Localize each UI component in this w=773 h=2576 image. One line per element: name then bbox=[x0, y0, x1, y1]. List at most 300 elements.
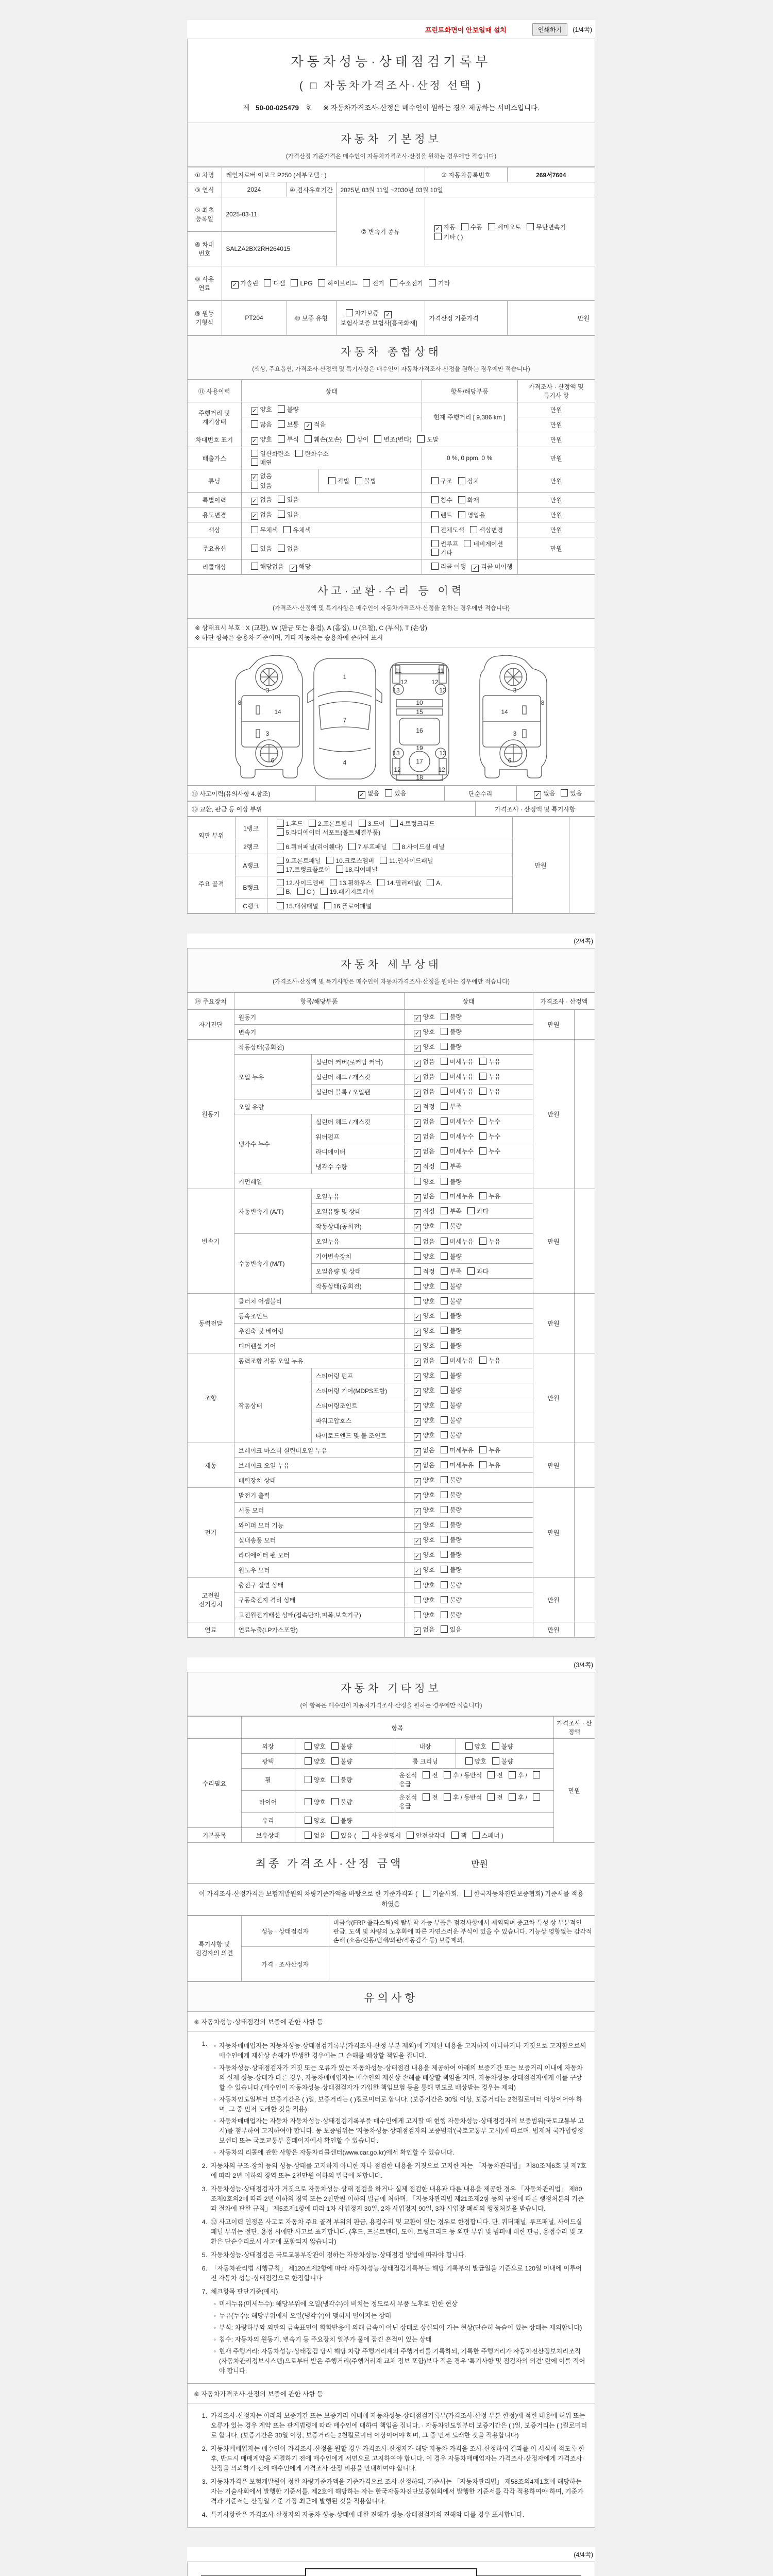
checkbox[interactable] bbox=[458, 477, 465, 484]
checkbox[interactable] bbox=[441, 1222, 448, 1229]
checkbox[interactable]: ✓ bbox=[414, 1224, 421, 1231]
checkbox[interactable] bbox=[359, 820, 366, 827]
notice-item bbox=[195, 2217, 587, 2247]
option-label: 수동 bbox=[470, 223, 482, 231]
checkbox[interactable]: ✓ bbox=[414, 1045, 421, 1052]
checkbox[interactable]: ✓ bbox=[414, 1433, 421, 1440]
checkbox[interactable] bbox=[465, 1742, 473, 1750]
option-label: 썬루프 bbox=[440, 540, 459, 548]
checkbox[interactable]: ✓ bbox=[414, 1538, 421, 1545]
checkbox[interactable]: ✓ bbox=[414, 1164, 421, 1172]
checkbox[interactable] bbox=[441, 1132, 448, 1140]
doc-no-suffix: 호 bbox=[305, 104, 312, 112]
value-cell: 가격산정 기준가격 bbox=[425, 301, 507, 335]
row-label: 조향 bbox=[188, 1353, 234, 1443]
checkbox[interactable] bbox=[362, 1832, 369, 1839]
checkbox[interactable] bbox=[431, 563, 439, 570]
checkbox[interactable] bbox=[479, 1238, 486, 1245]
checkbox[interactable] bbox=[295, 450, 303, 457]
checkbox[interactable] bbox=[431, 496, 439, 503]
checkbox[interactable] bbox=[251, 526, 258, 533]
options-cell bbox=[295, 1813, 395, 1828]
other-info-table-table bbox=[188, 1716, 595, 1843]
options-cell bbox=[404, 1055, 533, 1070]
checkbox[interactable]: ✓ bbox=[384, 311, 392, 318]
checkbox[interactable] bbox=[441, 1028, 448, 1035]
value-cell: PT204 bbox=[222, 301, 287, 335]
option-label: 적음 bbox=[313, 420, 326, 428]
option-label: 있음 bbox=[394, 789, 407, 797]
checkbox[interactable] bbox=[348, 843, 356, 850]
checkbox[interactable] bbox=[467, 1267, 475, 1275]
checkbox[interactable]: ✓ bbox=[414, 1344, 421, 1351]
checkbox[interactable] bbox=[251, 450, 258, 457]
section-caution-title: 유의사항 bbox=[364, 1992, 418, 2005]
checkbox[interactable]: ✓ bbox=[414, 1209, 421, 1216]
checkbox[interactable] bbox=[331, 1817, 339, 1824]
checkbox[interactable] bbox=[429, 279, 436, 286]
value-cell: 만원 bbox=[507, 301, 595, 335]
checkbox[interactable] bbox=[479, 1117, 486, 1125]
checkbox[interactable] bbox=[414, 1178, 421, 1185]
checkbox[interactable] bbox=[441, 1551, 448, 1558]
row-label: 수리필요 bbox=[188, 1739, 241, 1828]
checkbox[interactable] bbox=[331, 1742, 339, 1750]
checkbox[interactable] bbox=[441, 1282, 448, 1290]
checkbox[interactable]: ✓ bbox=[414, 1418, 421, 1426]
checkbox[interactable] bbox=[414, 1267, 421, 1275]
option-label: 누유 bbox=[489, 1238, 501, 1245]
checkbox[interactable] bbox=[441, 1625, 448, 1633]
checkbox[interactable] bbox=[458, 496, 465, 503]
detail-condition-table-table bbox=[188, 992, 595, 1637]
checkbox[interactable]: ✓ bbox=[251, 437, 258, 445]
checkbox[interactable] bbox=[417, 435, 425, 443]
checkbox[interactable] bbox=[423, 1890, 430, 1897]
checkbox[interactable]: ✓ bbox=[290, 565, 297, 572]
option-label: 미세누유 bbox=[449, 1073, 474, 1080]
option-label: 변조(변타) bbox=[383, 435, 412, 443]
price-cell: 만원 bbox=[553, 1739, 595, 1843]
checkbox[interactable] bbox=[391, 820, 398, 827]
checkbox[interactable] bbox=[431, 511, 439, 518]
checkbox[interactable] bbox=[441, 1088, 448, 1095]
checkbox[interactable] bbox=[479, 1147, 486, 1155]
checkbox[interactable] bbox=[326, 857, 333, 864]
checkbox[interactable] bbox=[330, 879, 337, 886]
checkbox[interactable] bbox=[441, 1252, 448, 1260]
checkbox[interactable] bbox=[390, 279, 397, 286]
option-label: 후 / bbox=[517, 1794, 528, 1802]
checkbox[interactable] bbox=[431, 477, 439, 484]
option-label: 양호 bbox=[423, 1566, 435, 1573]
checkbox[interactable] bbox=[479, 1132, 486, 1140]
row-label: 동력전달 bbox=[188, 1294, 234, 1353]
checkbox[interactable] bbox=[434, 233, 442, 240]
checkbox[interactable] bbox=[277, 857, 284, 864]
checkbox[interactable] bbox=[441, 1192, 448, 1199]
checkbox[interactable] bbox=[321, 888, 328, 895]
value-cell: 기어변속장치 bbox=[311, 1249, 404, 1264]
option-label: 불량 bbox=[501, 1742, 513, 1750]
checkbox[interactable] bbox=[441, 1581, 448, 1588]
row-label: 특기사항 및 점검자의 의견 bbox=[188, 1916, 241, 1981]
checkbox[interactable] bbox=[479, 1192, 486, 1199]
options-cell bbox=[295, 1754, 395, 1769]
checkbox[interactable] bbox=[470, 526, 477, 533]
row-label: 유리 bbox=[241, 1813, 295, 1828]
checkbox[interactable]: ✓ bbox=[414, 1568, 421, 1575]
checkbox[interactable] bbox=[414, 1238, 421, 1245]
section-basic-header bbox=[188, 123, 595, 167]
price-cell: 만원 bbox=[517, 402, 595, 417]
checkbox[interactable] bbox=[283, 526, 291, 533]
options-cell bbox=[241, 560, 422, 574]
row-label: 외판 부위 bbox=[188, 817, 235, 854]
checkbox[interactable] bbox=[488, 1793, 495, 1801]
option-label: 상이 bbox=[357, 435, 369, 443]
checkbox[interactable] bbox=[441, 1461, 448, 1468]
options-cell bbox=[404, 1309, 533, 1324]
print-button[interactable]: 인쇄하기 bbox=[532, 23, 567, 36]
row-label: 가격 · 조사산정자 bbox=[241, 1947, 329, 1981]
checkbox[interactable] bbox=[305, 1798, 312, 1805]
checkbox[interactable] bbox=[441, 1476, 448, 1483]
checkbox[interactable]: ✓ bbox=[414, 1120, 421, 1127]
checkbox[interactable] bbox=[331, 1757, 339, 1765]
checkbox[interactable]: ✓ bbox=[414, 1105, 421, 1112]
checkbox[interactable] bbox=[423, 1793, 430, 1801]
checkbox[interactable] bbox=[458, 511, 465, 518]
checkbox[interactable] bbox=[441, 1401, 448, 1409]
checkbox[interactable]: ✓ bbox=[414, 1403, 421, 1411]
checkbox[interactable]: ✓ bbox=[414, 1388, 421, 1396]
checkbox[interactable] bbox=[561, 789, 568, 796]
checkbox[interactable] bbox=[441, 1238, 448, 1245]
checkbox[interactable] bbox=[377, 879, 384, 886]
checkbox[interactable]: ✓ bbox=[414, 1060, 421, 1067]
checkbox[interactable] bbox=[444, 1771, 451, 1778]
checkbox[interactable] bbox=[277, 843, 284, 850]
row-label: 단순수리 bbox=[444, 786, 516, 801]
diagram-part-number: 12 bbox=[394, 766, 401, 774]
checkbox[interactable] bbox=[492, 1757, 499, 1765]
checkbox[interactable] bbox=[488, 223, 495, 230]
checkbox[interactable]: ✓ bbox=[414, 1374, 421, 1381]
checkbox[interactable] bbox=[431, 526, 439, 533]
checkbox[interactable] bbox=[297, 888, 305, 895]
diagram-part-number: 12 bbox=[431, 679, 439, 686]
option-label: 없음 bbox=[260, 472, 272, 480]
checkbox[interactable] bbox=[278, 420, 285, 428]
options-cell bbox=[404, 1219, 533, 1234]
option-label: 누유 bbox=[489, 1192, 501, 1200]
option-label: 누수 bbox=[489, 1117, 501, 1125]
checkbox[interactable] bbox=[414, 1611, 421, 1618]
section-other-title: 자동차 기타정보 bbox=[341, 1683, 442, 1695]
checkbox[interactable] bbox=[305, 1832, 312, 1839]
checkbox[interactable] bbox=[465, 1757, 473, 1765]
checkbox[interactable] bbox=[479, 1461, 486, 1468]
checkbox[interactable] bbox=[347, 435, 355, 443]
checkbox[interactable] bbox=[533, 1771, 540, 1778]
checkbox[interactable] bbox=[251, 563, 258, 570]
option-label: 양호 bbox=[423, 1416, 435, 1424]
checkbox[interactable] bbox=[251, 545, 258, 552]
checkbox[interactable] bbox=[509, 1793, 516, 1801]
checkbox[interactable]: ✓ bbox=[414, 1523, 421, 1530]
checkbox[interactable] bbox=[414, 1596, 421, 1603]
notice-body: 자동차가격은 보험개발원이 정한 차량기준가액을 기준가격으로 조사·산정하되, 기준서는 「자동차관리법」 제58조의4제1호에 해당하는 자는 기술사회에서 발행한 기준서를, 제2호에 해당하는 자는 한국자동차진단보증협회에서 발행한 기준서를 각각 적용하여야 하며, 기준가격과 기준서는 산정일 기준 가장 최근에 발행된 것을 적용합니다. bbox=[211, 2478, 584, 2505]
section-overall-title: 자동차 종합상태 bbox=[341, 346, 442, 358]
checkbox[interactable] bbox=[441, 1506, 448, 1513]
checkbox[interactable] bbox=[278, 511, 285, 518]
checkbox[interactable]: ✓ bbox=[414, 1628, 421, 1635]
checkbox[interactable] bbox=[479, 1073, 486, 1080]
option-label: 없음 bbox=[423, 1088, 435, 1095]
options-cell bbox=[422, 537, 517, 560]
value-cell: 작동상태(공회전) bbox=[311, 1279, 404, 1294]
option-label: 양호 bbox=[423, 1178, 435, 1185]
checkbox[interactable]: ✓ bbox=[414, 1329, 421, 1336]
value-cell bbox=[569, 817, 595, 913]
value-cell: 배력장치 상태 bbox=[234, 1473, 404, 1488]
accident-note-2: ※ 하단 항목은 승용차 기준이며, 기타 자동차는 승용차에 준하여 표시 bbox=[195, 634, 383, 642]
checkbox[interactable] bbox=[441, 1491, 448, 1498]
checkbox[interactable]: ✓ bbox=[414, 1493, 421, 1500]
checkbox[interactable] bbox=[277, 879, 284, 886]
diagram-part-number: 16 bbox=[416, 727, 423, 735]
checkbox[interactable] bbox=[277, 902, 284, 909]
checkbox[interactable]: ✓ bbox=[414, 1194, 421, 1201]
checkbox[interactable] bbox=[479, 1357, 486, 1364]
checkbox[interactable]: ✓ bbox=[414, 1508, 421, 1515]
notice-item bbox=[195, 2287, 587, 2376]
checkbox[interactable] bbox=[441, 1596, 448, 1603]
checkbox[interactable] bbox=[464, 540, 471, 547]
checkbox[interactable]: ✓ bbox=[414, 1448, 421, 1455]
checkbox[interactable]: ✓ bbox=[414, 1478, 421, 1485]
checkbox[interactable] bbox=[427, 879, 434, 886]
checkbox[interactable] bbox=[264, 279, 271, 286]
checkbox[interactable]: ✓ bbox=[434, 225, 442, 232]
checkbox[interactable]: ✓ bbox=[414, 1075, 421, 1082]
checkbox[interactable] bbox=[451, 1832, 459, 1839]
car-diagram bbox=[188, 648, 595, 786]
checkbox[interactable] bbox=[479, 1058, 486, 1065]
value-cell: 발전기 출력 bbox=[234, 1488, 404, 1503]
checkbox[interactable] bbox=[414, 1297, 421, 1304]
options-cell bbox=[241, 417, 422, 432]
checkbox[interactable] bbox=[441, 1446, 448, 1453]
checkbox[interactable] bbox=[336, 866, 343, 873]
option-label: 한국자동차진단보증협회) 기준서를 적용하였음 bbox=[381, 1890, 583, 1908]
option-label: C ) bbox=[306, 888, 315, 896]
checkbox[interactable] bbox=[441, 1043, 448, 1050]
option-label: 없음 bbox=[423, 1357, 435, 1364]
diagram-part-number: 17 bbox=[416, 758, 423, 766]
checkbox[interactable] bbox=[441, 1431, 448, 1438]
checkbox[interactable] bbox=[431, 549, 439, 556]
checkbox[interactable] bbox=[441, 1357, 448, 1364]
checkbox[interactable] bbox=[441, 1103, 448, 1110]
checkbox[interactable]: ✓ bbox=[534, 791, 541, 799]
checkbox[interactable] bbox=[441, 1013, 448, 1020]
checkbox[interactable]: ✓ bbox=[414, 1314, 421, 1321]
checkbox[interactable] bbox=[441, 1566, 448, 1573]
checkbox[interactable] bbox=[251, 459, 258, 466]
checkbox[interactable]: ✓ bbox=[414, 1015, 421, 1022]
checkbox[interactable]: ✓ bbox=[251, 513, 258, 520]
checkbox[interactable] bbox=[331, 1832, 339, 1839]
value-cell: 2024 bbox=[222, 182, 287, 197]
checkbox[interactable]: ✓ bbox=[414, 1553, 421, 1560]
checkbox[interactable] bbox=[423, 1771, 430, 1778]
option-label: 2.프론트휀더 bbox=[317, 820, 353, 828]
option-label: 부족 bbox=[449, 1207, 462, 1215]
checkbox[interactable] bbox=[305, 1817, 312, 1824]
checkbox[interactable] bbox=[407, 1832, 414, 1839]
checkbox[interactable]: ✓ bbox=[414, 1359, 421, 1366]
checkbox[interactable] bbox=[431, 540, 439, 547]
overall-condition-table-table bbox=[188, 380, 595, 574]
checkbox[interactable] bbox=[346, 309, 353, 316]
checkbox[interactable] bbox=[441, 1536, 448, 1543]
checkbox[interactable] bbox=[527, 223, 534, 230]
caution-part2-title: ※ 자동차가격조사·산정의 보증에 관한 사항 등 bbox=[188, 2384, 595, 2403]
checkbox[interactable] bbox=[414, 1581, 421, 1588]
checkbox[interactable]: ✓ bbox=[251, 474, 258, 481]
option-label: 도말 bbox=[426, 435, 439, 443]
checkbox[interactable] bbox=[393, 843, 400, 850]
checkbox[interactable] bbox=[277, 820, 284, 827]
checkbox[interactable] bbox=[479, 1088, 486, 1095]
checkbox[interactable]: ✓ bbox=[358, 791, 365, 799]
option-label: 전 bbox=[497, 1794, 503, 1802]
checkbox[interactable] bbox=[441, 1117, 448, 1125]
checkbox[interactable] bbox=[363, 279, 370, 286]
row-label: 성능 · 상태점검자 bbox=[241, 1916, 329, 1947]
checkbox[interactable] bbox=[441, 1178, 448, 1185]
checkbox[interactable]: ✓ bbox=[414, 1134, 421, 1142]
checkbox[interactable] bbox=[385, 789, 392, 796]
checkbox[interactable] bbox=[374, 435, 381, 443]
checkbox[interactable] bbox=[441, 1371, 448, 1379]
checkbox[interactable] bbox=[441, 1073, 448, 1080]
checkbox[interactable]: ✓ bbox=[414, 1090, 421, 1097]
checkbox[interactable]: ✓ bbox=[414, 1149, 421, 1157]
checkbox[interactable] bbox=[251, 420, 258, 428]
notice-body: 가격조사·산정자는 아래의 보증기간 또는 보증거리 이내에 자동차성능·상태점검기록부(가격조사·산정 부분 한정)에 적힌 내용에 허위 또는 오류가 있는 경우 계약 또는 관계법령에 따라 매수인에 대하여 책임을 집니다. · 자동차인도일부터 보증기간은 ( )일, 보증거리는 ( )킬로미터로 합니다. (보증기간은 30일 이상, 보증거리는 2천킬로미터 이상이어야 하며, 그 중 먼저 도래한 것을 적용합니다) bbox=[211, 2412, 587, 2439]
checkbox[interactable] bbox=[251, 482, 258, 489]
checkbox[interactable] bbox=[305, 435, 312, 443]
checkbox[interactable]: ✓ bbox=[414, 1030, 421, 1037]
checkbox[interactable] bbox=[318, 279, 325, 286]
checkbox[interactable] bbox=[441, 1207, 448, 1214]
checkbox[interactable] bbox=[324, 902, 331, 909]
row-label: 용도변경 bbox=[188, 507, 241, 522]
checkbox[interactable] bbox=[305, 1757, 312, 1765]
checkbox[interactable] bbox=[305, 1776, 312, 1783]
checkbox[interactable] bbox=[441, 1058, 448, 1065]
row-label: 보유상태 bbox=[241, 1828, 295, 1843]
checkbox[interactable] bbox=[328, 477, 335, 484]
checkbox[interactable] bbox=[444, 1793, 451, 1801]
option-label: 양호 bbox=[423, 1028, 435, 1036]
checkbox[interactable] bbox=[441, 1521, 448, 1528]
checkbox[interactable] bbox=[331, 1776, 339, 1783]
checkbox[interactable] bbox=[278, 435, 285, 443]
checkbox[interactable]: ✓ bbox=[251, 408, 258, 415]
option-label: 불량 bbox=[449, 1371, 462, 1379]
row-label: 튜닝 bbox=[188, 469, 241, 493]
checkbox[interactable]: ✓ bbox=[472, 565, 479, 572]
section-accident-header bbox=[188, 574, 595, 619]
checkbox[interactable] bbox=[309, 820, 316, 827]
checkbox[interactable]: ✓ bbox=[414, 1463, 421, 1470]
checkbox[interactable] bbox=[380, 857, 387, 864]
page-marker-4: (4/4쪽) bbox=[187, 2547, 595, 2562]
checkbox[interactable] bbox=[305, 1742, 312, 1750]
checkbox[interactable] bbox=[467, 1207, 475, 1214]
checkbox[interactable] bbox=[278, 496, 285, 503]
checkbox[interactable] bbox=[277, 828, 284, 836]
checkbox[interactable] bbox=[277, 888, 284, 895]
checkbox[interactable] bbox=[492, 1742, 499, 1750]
checkbox[interactable] bbox=[278, 405, 285, 413]
option-label: 전 bbox=[432, 1794, 438, 1802]
section-detail-header bbox=[188, 948, 595, 992]
diagram-part-number: 13 bbox=[439, 750, 446, 757]
checkbox[interactable] bbox=[441, 1297, 448, 1304]
diagram-part-number: 4 bbox=[343, 759, 347, 767]
checkbox[interactable] bbox=[461, 223, 468, 230]
checkbox[interactable] bbox=[464, 1890, 472, 1897]
checkbox[interactable] bbox=[277, 866, 284, 873]
notice-number: 3. bbox=[201, 2185, 207, 2193]
checkbox[interactable] bbox=[278, 545, 285, 552]
checkbox[interactable] bbox=[441, 1312, 448, 1319]
checkbox[interactable] bbox=[414, 1252, 421, 1260]
checkbox[interactable] bbox=[479, 1446, 486, 1453]
checkbox[interactable] bbox=[441, 1416, 448, 1423]
notice-item bbox=[195, 2510, 587, 2520]
checkbox[interactable] bbox=[441, 1147, 448, 1155]
option-label: 없음 bbox=[423, 1446, 435, 1454]
checkbox[interactable] bbox=[441, 1342, 448, 1349]
checkbox[interactable] bbox=[291, 279, 298, 286]
option-label: 없음 bbox=[287, 545, 299, 552]
checkbox[interactable]: ✓ bbox=[251, 498, 258, 505]
checkbox[interactable]: ✓ bbox=[231, 281, 239, 289]
checkbox[interactable] bbox=[331, 1798, 339, 1805]
checkbox[interactable] bbox=[509, 1771, 516, 1778]
checkbox[interactable] bbox=[441, 1327, 448, 1334]
checkbox[interactable] bbox=[414, 1282, 421, 1290]
checkbox[interactable] bbox=[488, 1771, 495, 1778]
checkbox[interactable] bbox=[355, 477, 362, 484]
price-cell: 만원 bbox=[517, 522, 595, 537]
checkbox[interactable] bbox=[533, 1793, 540, 1801]
checkbox[interactable] bbox=[441, 1611, 448, 1618]
checkbox[interactable] bbox=[473, 1832, 480, 1839]
checkbox[interactable]: ✓ bbox=[305, 422, 312, 430]
overall-condition-table bbox=[188, 380, 595, 574]
checkbox[interactable] bbox=[441, 1267, 448, 1275]
checkbox[interactable] bbox=[441, 1162, 448, 1170]
checkbox[interactable] bbox=[441, 1386, 448, 1394]
value-cell bbox=[574, 1294, 595, 1353]
